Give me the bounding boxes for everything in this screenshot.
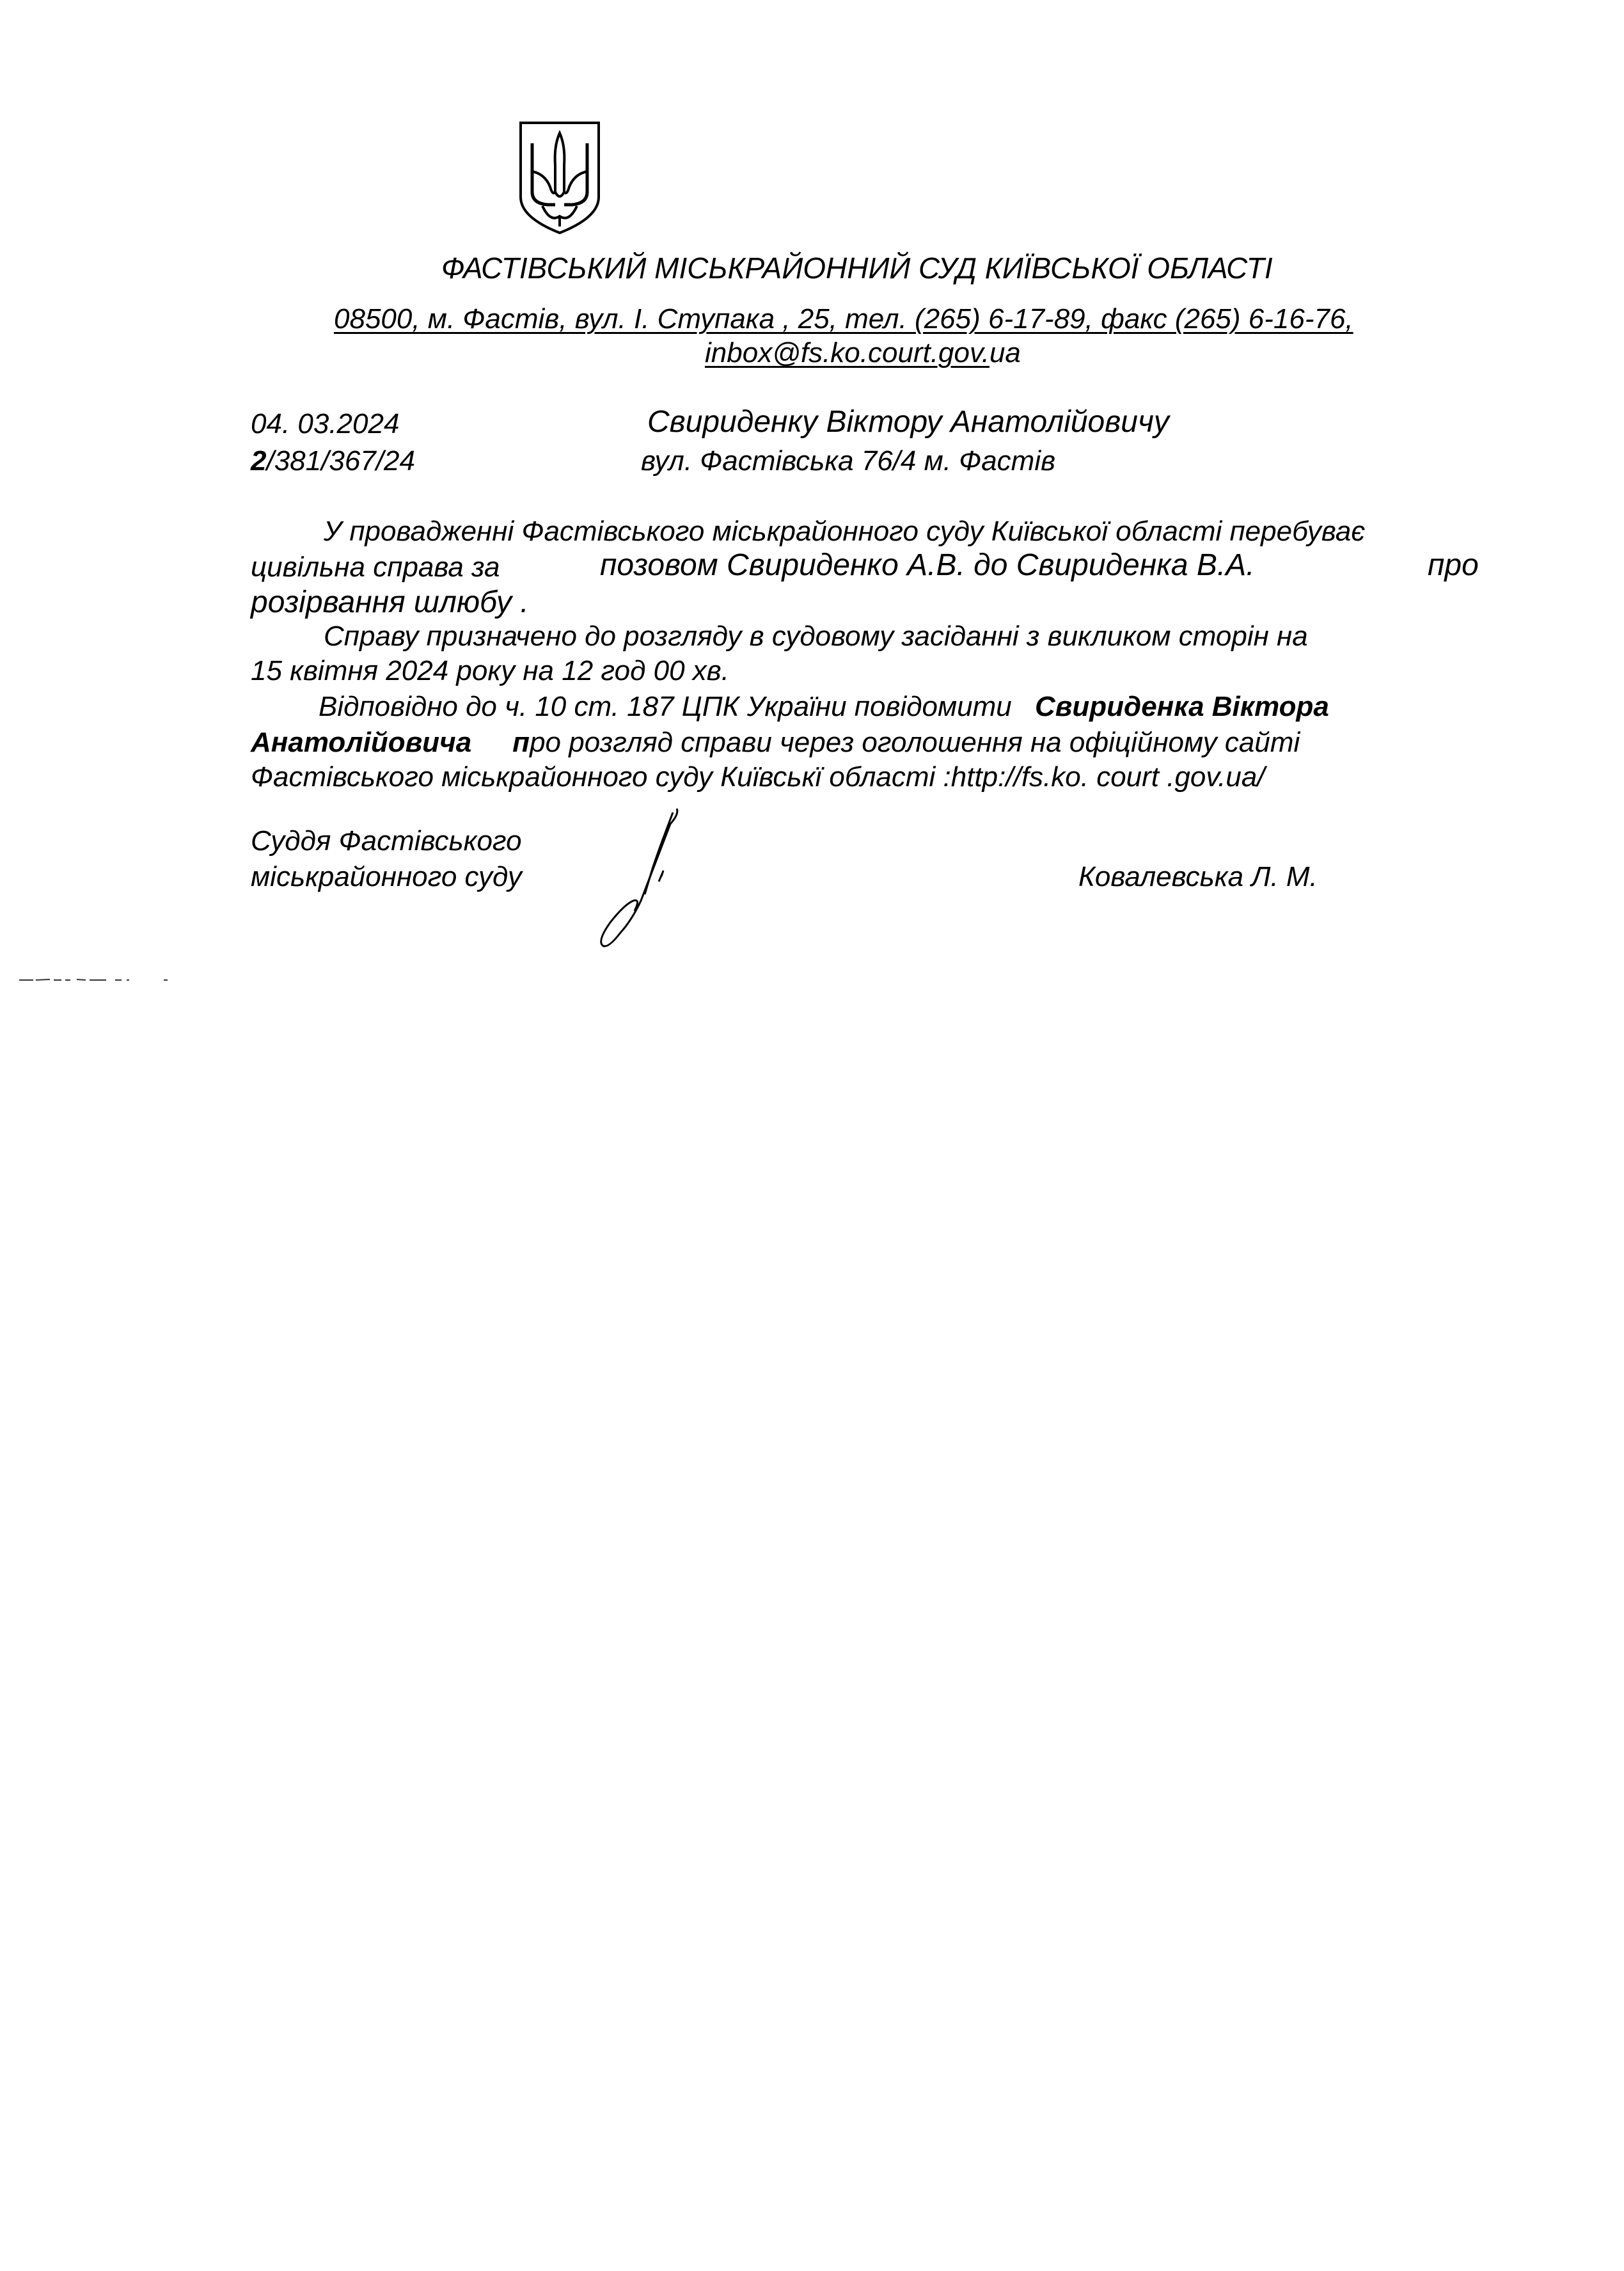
body-p1-line2-b: позовом Свириденко А.В. до Свириденка В.А. — [600, 548, 1255, 582]
court-address: 08500, м. Фастів, вул. І. Ступака , 25, тел. (265) 6-17-89, факс (265) 6-16-76, — [334, 303, 1353, 335]
body-p2-line2: 15 квітня 2024 року на 12 год 00 хв. — [251, 655, 729, 686]
scan-artifact — [19, 977, 173, 983]
body-p1-line3: розірвання шлюбу . — [251, 585, 529, 619]
body-p3-line1-text: Відповідно до ч. 10 ст. 187 ЦПК України повідомити — [319, 691, 1012, 722]
recipient-address: вул. Фастівська 76/4 м. Фастів — [641, 445, 1056, 477]
judge-name: Ковалевська Л. М. — [1078, 861, 1318, 892]
judge-position-line2: міськрайонного суду — [251, 861, 522, 892]
body-p3-line2 — [251, 727, 1300, 759]
reference-number-bold: 2 — [251, 445, 267, 477]
judge-position-line1: Суддя Фастівського — [251, 825, 522, 857]
defendant-patronymic-bold: Анатолійовича — [251, 727, 472, 758]
court-name: ФАСТІВСЬКИЙ МІСЬКРАЙОННИЙ СУД КИЇВСЬКОЇ ОБЛАСТІ — [441, 251, 1273, 285]
coat-of-arms-icon — [517, 120, 603, 235]
defendant-name-bold: Свириденка Віктора — [1035, 691, 1329, 722]
body-p3-bold-letter: п — [512, 727, 530, 758]
body-p3-line1 — [319, 691, 1329, 723]
reference-number-rest: /381/367/24 — [266, 445, 415, 477]
email-suffix: ua — [989, 337, 1021, 368]
recipient-name: Свириденку Віктору Анатолійовичу — [647, 405, 1169, 439]
body-p3-line3: Фастівського міськрайонного суду Київськї області :http://fs.ko. court .gov.ua/ — [251, 761, 1265, 793]
body-p1-line2-a: цивільна справа за — [251, 551, 500, 583]
handwritten-signature — [595, 805, 691, 958]
court-email — [705, 337, 1021, 369]
letter-date: 04. 03.2024 — [251, 408, 400, 439]
body-p2-line1: Справу призначено до розгляду в судовому засіданні з викликом сторін на — [324, 621, 1308, 652]
email-link[interactable]: inbox@fs.ko.court.gov. — [705, 337, 989, 368]
body-p1-line2-c: про — [1428, 548, 1479, 582]
body-p1-line1: У провадженні Фастівського міськрайонного суду Київської області перебуває — [324, 516, 1366, 547]
reference-number — [251, 445, 415, 477]
body-p3-line2-text: ро розгляд справи через оголошення на офіційному сайті — [530, 727, 1300, 758]
